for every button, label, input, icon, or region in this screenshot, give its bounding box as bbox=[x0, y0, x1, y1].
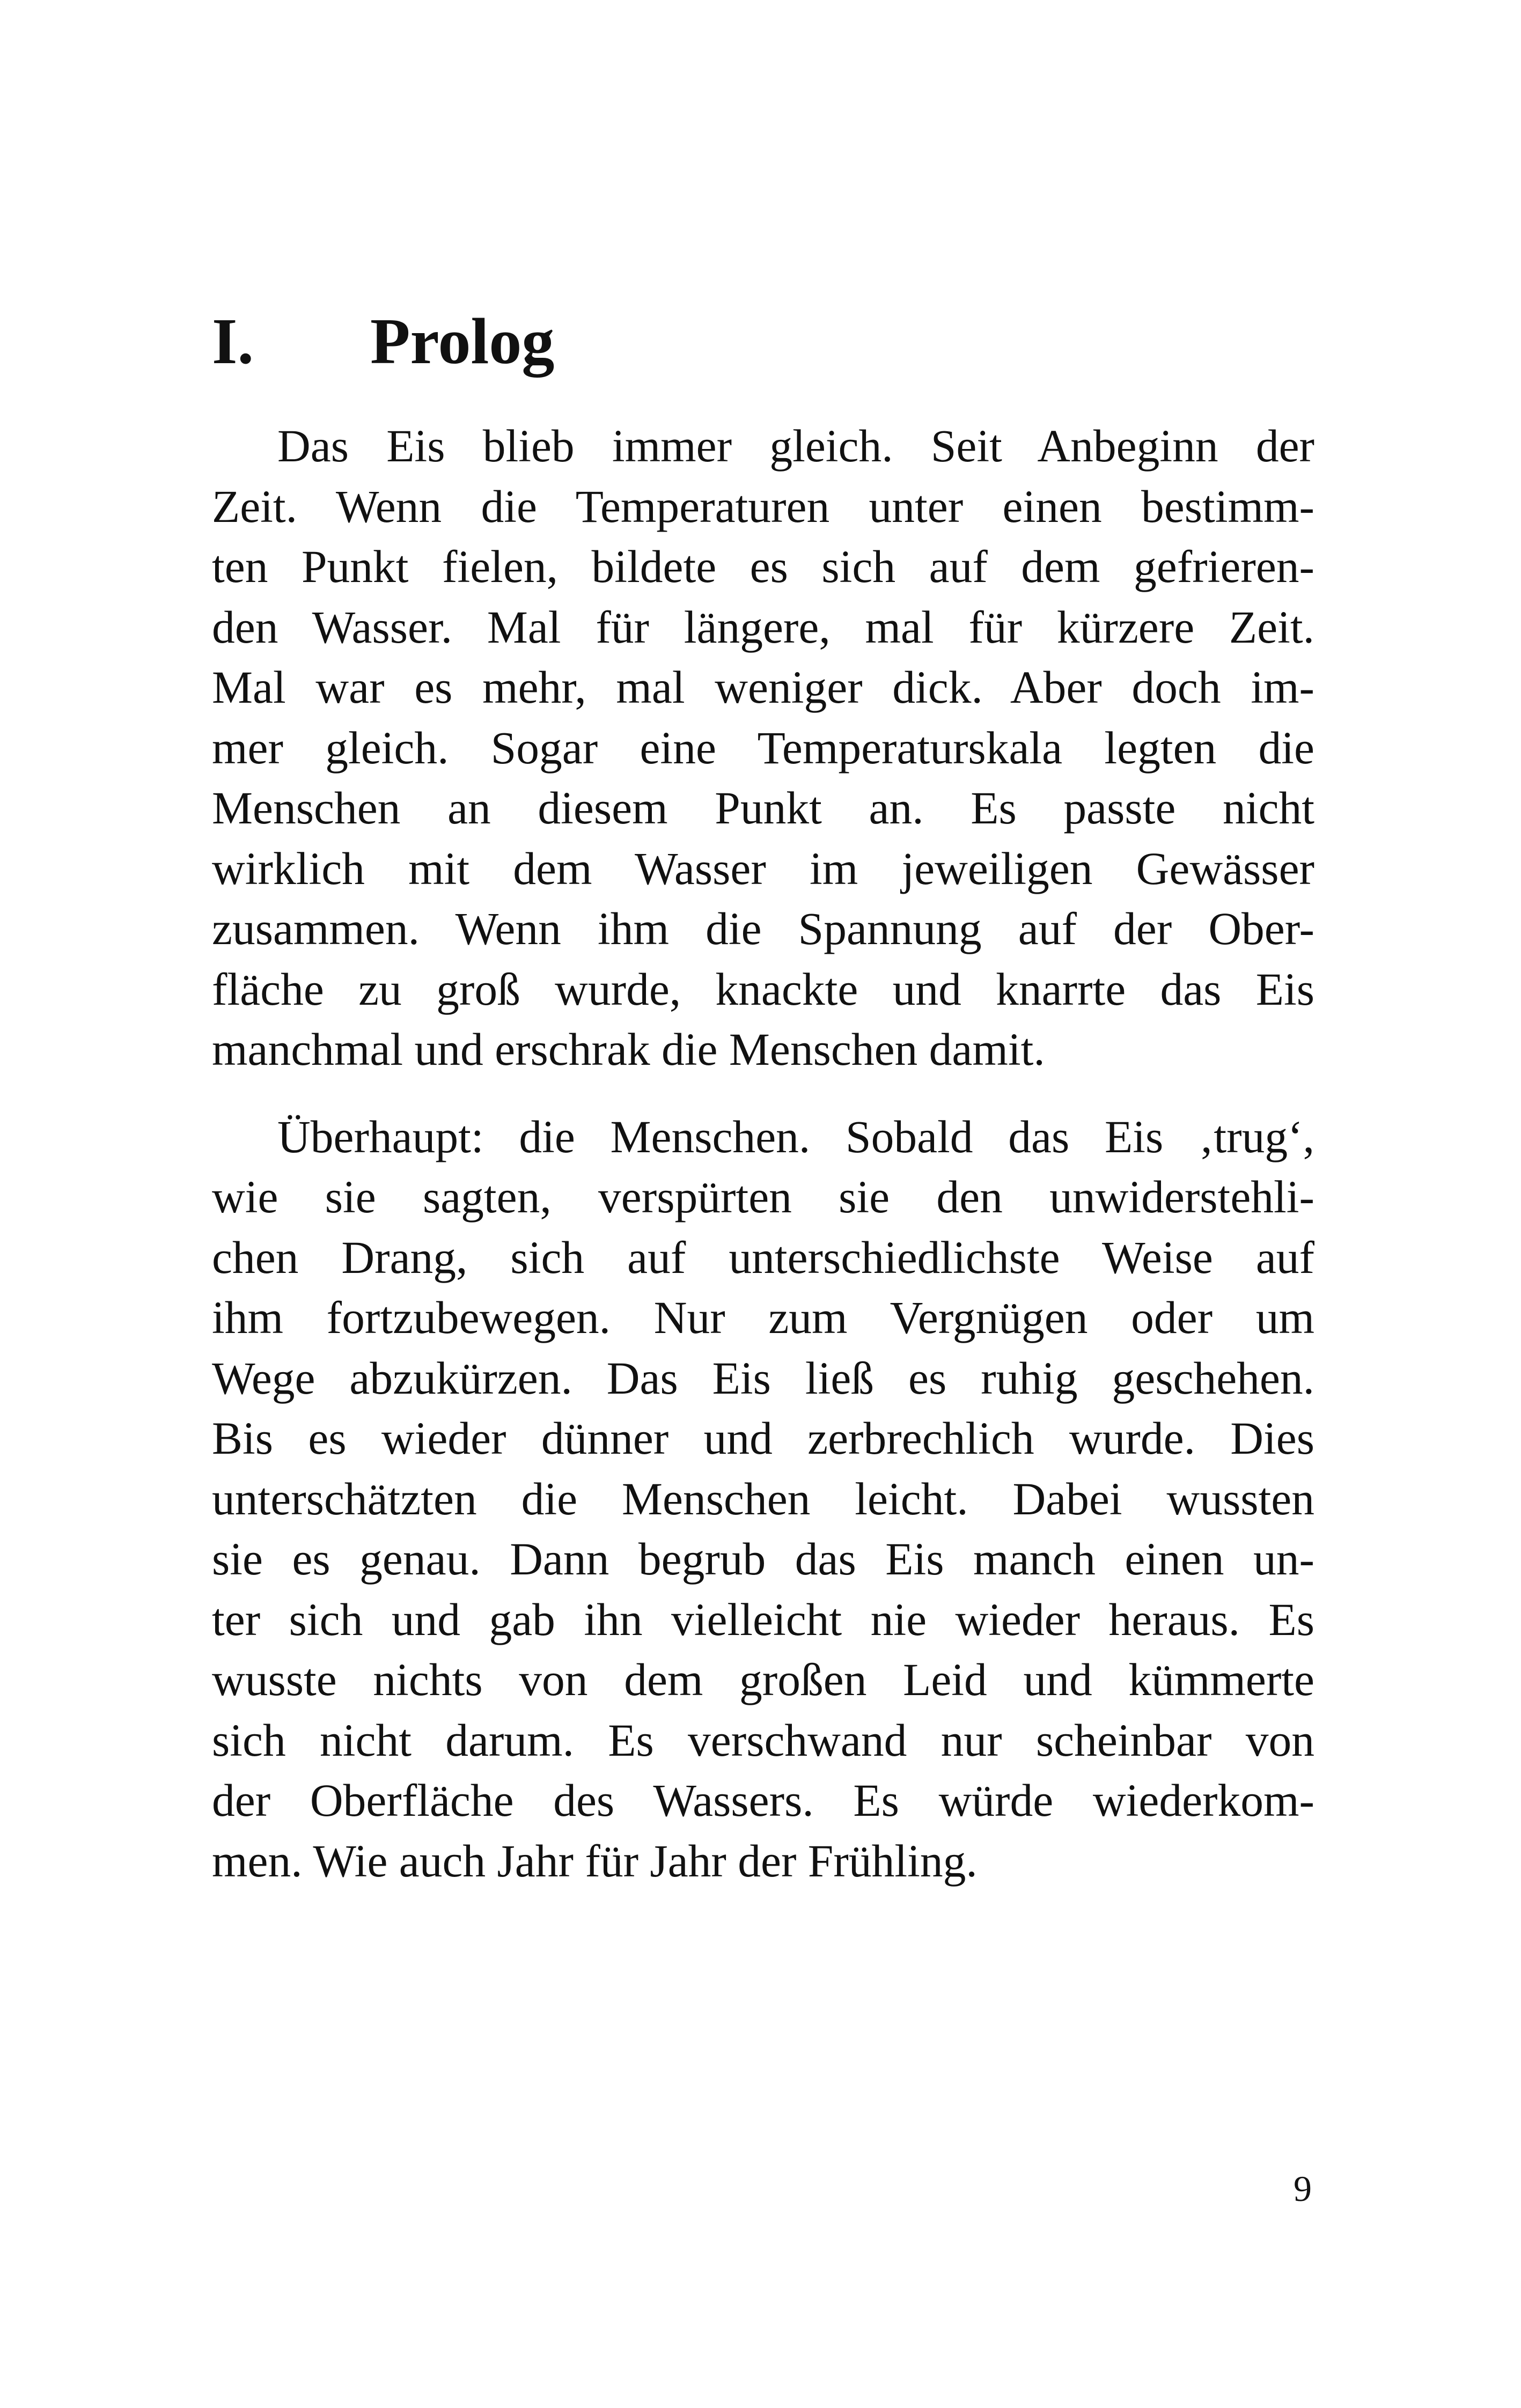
chapter-body bbox=[212, 416, 1314, 1891]
text-line: Überhaupt: die Menschen. Sobald das Eis ‚trug‘, bbox=[277, 1111, 1314, 1162]
text-line: wirklich mit dem Wasser im jeweiligen Gewässer bbox=[212, 843, 1314, 894]
text-line: wusste nichts von dem großen Leid und kümmerte bbox=[212, 1655, 1314, 1705]
text-line: der Oberfläche des Wassers. Es würde wiederkom- bbox=[212, 1776, 1314, 1826]
text-line: ihm fortzubewegen. Nur zum Vergnügen oder um bbox=[212, 1293, 1314, 1343]
text-line: mer gleich. Sogar eine Temperaturskala legten die bbox=[212, 723, 1314, 774]
paragraph-2 bbox=[212, 1107, 1314, 1892]
chapter-title: Prolog bbox=[370, 305, 555, 378]
text-line: sie es genau. Dann begrub das Eis manch einen un- bbox=[212, 1534, 1314, 1585]
text-line: Wege abzukürzen. Das Eis ließ es ruhig geschehen. bbox=[212, 1353, 1314, 1404]
text-line: Zeit. Wenn die Temperaturen unter einen bestimm- bbox=[212, 481, 1314, 532]
text-line: den Wasser. Mal für längere, mal für kürzere Zeit. bbox=[212, 602, 1314, 653]
text-line: wie sie sagten, verspürten sie den unwiderstehli- bbox=[212, 1172, 1314, 1223]
text-line: men. Wie auch Jahr für Jahr der Frühling. bbox=[212, 1836, 978, 1887]
text-line: unterschätzten die Menschen leicht. Dabei wussten bbox=[212, 1474, 1314, 1525]
text-line: manchmal und erschrak die Menschen damit. bbox=[212, 1025, 1045, 1075]
chapter-heading bbox=[212, 296, 554, 387]
text-line: zusammen. Wenn ihm die Spannung auf der Ober- bbox=[212, 904, 1314, 954]
text-line: fläche zu groß wurde, knackte und knarrte das Eis bbox=[212, 964, 1314, 1015]
text-line: Menschen an diesem Punkt an. Es passte nicht bbox=[212, 783, 1314, 834]
chapter-number: I. bbox=[212, 305, 254, 378]
text-line: Bis es wieder dünner und zerbrechlich wurde. Dies bbox=[212, 1413, 1314, 1464]
text-line: ten Punkt fielen, bildete es sich auf dem gefrieren- bbox=[212, 542, 1314, 592]
text-line: sich nicht darum. Es verschwand nur scheinbar von bbox=[212, 1715, 1314, 1766]
page-number: 9 bbox=[1294, 2168, 1312, 2209]
text-line: Mal war es mehr, mal weniger dick. Aber doch im- bbox=[212, 662, 1314, 713]
text-line: chen Drang, sich auf unterschiedlichste Weise auf bbox=[212, 1232, 1314, 1283]
text-line: ter sich und gab ihn vielleicht nie wieder heraus. Es bbox=[212, 1594, 1314, 1645]
text-line: Das Eis blieb immer gleich. Seit Anbeginn der bbox=[277, 421, 1314, 472]
paragraph-1 bbox=[212, 416, 1314, 1080]
